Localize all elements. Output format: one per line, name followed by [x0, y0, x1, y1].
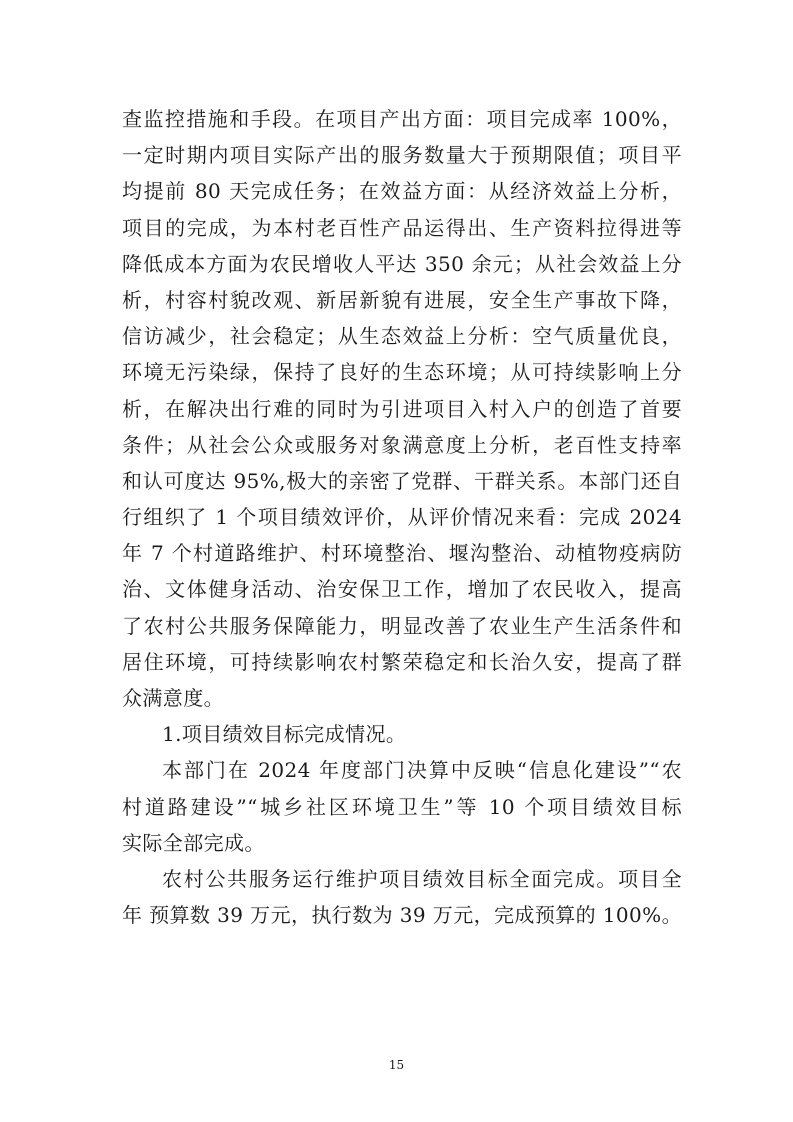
text-line-14: 治、文体健身活动、治安保卫工作，增加了农民收入，提高: [122, 577, 682, 602]
text-line-3: 均提前 80 天完成任务；在效益方面：从经济效益上分析，: [122, 179, 682, 204]
text-line-2: 一定时期内项目实际产出的服务数量大于预期限值；项目平: [122, 143, 682, 168]
text-line-13: 年 7 个村道路维护、村环境整治、堰沟整治、动植物疫病防: [122, 541, 682, 566]
body-text: [122, 101, 682, 933]
text-line-16: 居住环境，可持续影响农村繁荣稳定和长治久安，提高了群: [122, 649, 682, 674]
text-line-5: 降低成本方面为农民增收人平达 350 余元；从社会效益上分: [122, 251, 682, 276]
text-line-23: 年 预算数 39 万元，执行数为 39 万元，完成预算的 100%。: [122, 903, 682, 928]
text-line-9: 析，在解决出行难的同时为引进项目入村入户的创造了首要: [122, 396, 682, 421]
text-line-15: 了农村公共服务保障能力，明显改善了农业生产生活条件和: [122, 613, 682, 638]
text-line-17: 众满意度。: [122, 686, 224, 710]
text-line-20: 村道路建设”“城乡社区环境卫生”等 10 个项目绩效目标: [122, 794, 682, 819]
text-line-6: 析，村容村貌改观、新居新貌有进展，安全生产事故下降，: [122, 287, 682, 312]
text-line-1: 查监控措施和手段。在项目产出方面：项目完成率 100%，: [122, 107, 682, 131]
text-line-4: 项目的完成，为本村老百性产品运得出、生产资料拉得进等: [122, 215, 682, 240]
text-line-22: 农村公共服务运行维护项目绩效目标全面完成。项目全: [162, 866, 682, 891]
text-line-12: 行组织了 1 个项目绩效评价，从评价情况来看：完成 2024: [122, 505, 682, 530]
text-line-11: 和认可度达 95%,极大的亲密了党群、干群关系。本部门还自: [122, 468, 682, 493]
text-line-21: 实际全部完成。: [122, 830, 265, 855]
section-heading: 1.项目绩效目标完成情况。: [162, 722, 407, 747]
text-line-19: 本部门在 2024 年度部门决算中反映“信息化建设”“农: [162, 758, 682, 783]
text-line-10: 条件；从社会公众或服务对象满意度上分析，老百性支持率: [122, 432, 682, 457]
page-number: 15: [388, 1058, 405, 1072]
text-line-7: 信访减少，社会稳定；从生态效益上分析：空气质量优良，: [122, 324, 682, 349]
text-line-8: 环境无污染绿，保持了良好的生态环境；从可持续影响上分: [122, 360, 682, 385]
